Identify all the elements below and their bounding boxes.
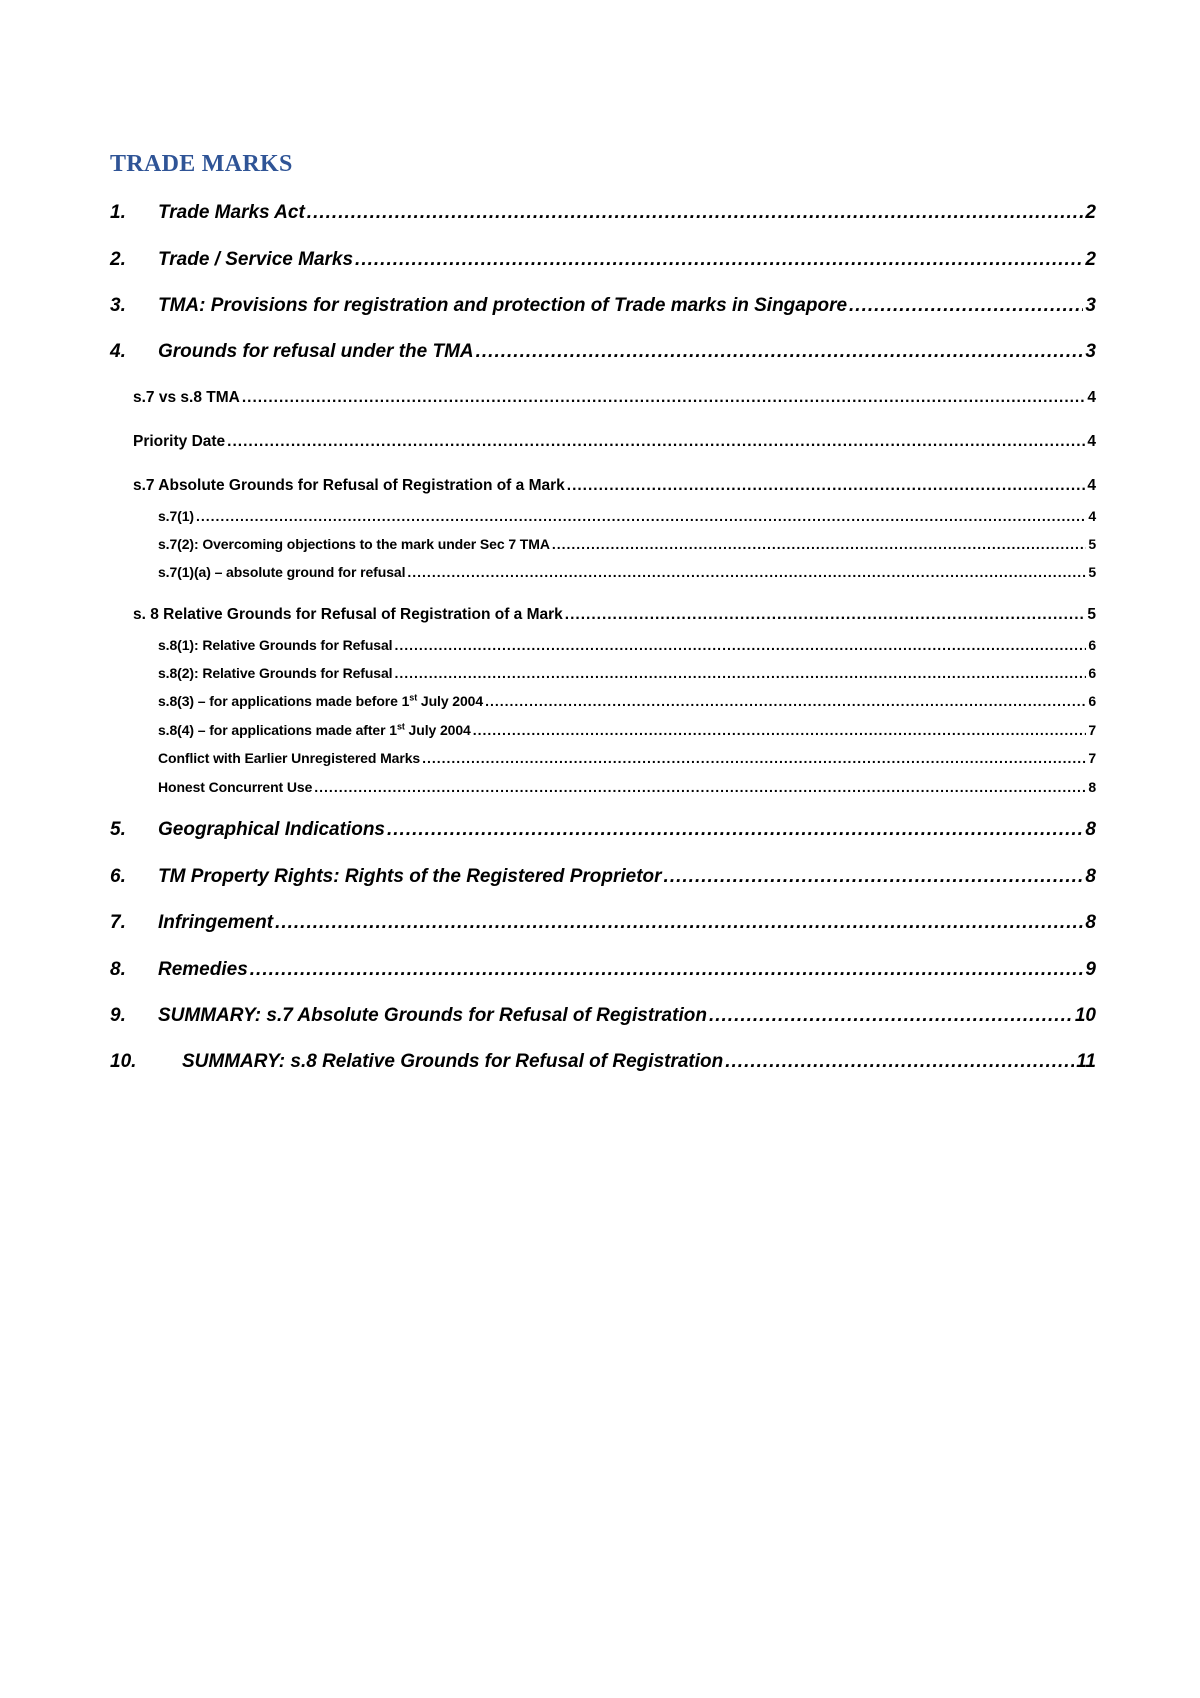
dot-leader (242, 389, 1086, 407)
ordinal-suffix: st (409, 692, 418, 703)
dot-leader (387, 819, 1083, 841)
toc-entry-text (158, 693, 483, 709)
toc-entry-s7-1[interactable] (158, 508, 1096, 524)
toc-page-number: 6 (1088, 637, 1096, 653)
toc-entry-number: 3. (110, 295, 126, 316)
dot-leader (565, 606, 1086, 624)
toc-entry-3[interactable] (110, 295, 1096, 317)
toc-page-number: 8 (1085, 912, 1096, 933)
toc-entry-number: 5. (110, 819, 126, 840)
dot-leader (485, 693, 1086, 709)
toc-page-number: 9 (1085, 959, 1096, 980)
toc-entry-7[interactable] (110, 912, 1096, 934)
toc-entry-number: 8. (110, 959, 126, 980)
dot-leader (407, 564, 1086, 580)
dot-leader (725, 1051, 1074, 1073)
toc-entry-honest-concurrent-use[interactable] (158, 779, 1096, 795)
toc-entry-1[interactable] (110, 202, 1096, 224)
toc-entry-text: SUMMARY: s.8 Relative Grounds for Refusal of Registration (182, 1051, 724, 1072)
ordinal-suffix: st (396, 721, 405, 732)
toc-entry-unregistered-marks[interactable] (158, 750, 1096, 766)
toc-page-number: 5 (1087, 606, 1096, 623)
toc-entry-s8-relative-grounds[interactable] (133, 606, 1096, 624)
toc-page-number: 4 (1088, 508, 1096, 524)
toc-entry-6[interactable] (110, 866, 1096, 888)
toc-entry-text: s.8(1): Relative Grounds for Refusal (158, 637, 393, 653)
toc-entry-s7-1-a[interactable] (158, 564, 1096, 580)
toc-entry-number: 9. (110, 1005, 126, 1026)
dot-leader (394, 637, 1086, 653)
toc-entry-text: s.7(2): Overcoming objections to the mark under Sec 7 TMA (158, 536, 550, 552)
toc-entry-text (158, 722, 471, 738)
toc-page-number: 5 (1088, 564, 1096, 580)
toc-entry-text: Infringement (158, 912, 274, 933)
toc-entry-text: Trade / Service Marks (158, 249, 354, 270)
toc-entry-number: 6. (110, 866, 126, 887)
dot-leader (476, 341, 1084, 363)
toc-entry-s7-absolute-grounds[interactable] (133, 477, 1096, 495)
toc-page-number: 3 (1085, 341, 1096, 362)
dot-leader (567, 477, 1086, 495)
toc-entry-2[interactable] (110, 249, 1096, 271)
toc-entry-number: 4. (110, 341, 126, 362)
toc-entry-number: 7. (110, 912, 126, 933)
toc-page-number: 7 (1088, 722, 1096, 738)
toc-entry-text: Honest Concurrent Use (158, 779, 313, 795)
toc-page-number: 11 (1076, 1051, 1096, 1072)
dot-leader (227, 433, 1085, 451)
toc-entry-text: s.7(1)(a) – absolute ground for refusal (158, 564, 406, 580)
toc-page-number: 10 (1074, 1005, 1096, 1026)
toc-page-number: 2 (1085, 202, 1096, 223)
dot-leader (355, 249, 1083, 271)
toc-entry-priority-date[interactable] (133, 433, 1096, 451)
toc-page-number: 4 (1087, 389, 1096, 406)
toc-entry-text: Geographical Indications (158, 819, 385, 840)
dot-leader (422, 750, 1086, 766)
dot-leader (394, 665, 1086, 681)
dot-leader (314, 779, 1086, 795)
toc-page-number: 6 (1088, 693, 1096, 709)
toc-entry-text: TMA: Provisions for registration and protection of Trade marks in Singapore (158, 295, 848, 316)
toc-entry-number: 2. (110, 249, 126, 270)
toc-entry-text: SUMMARY: s.7 Absolute Grounds for Refusal of Registration (158, 1005, 707, 1026)
document-title: TRADE MARKS (110, 151, 293, 177)
dot-leader (849, 295, 1083, 317)
dot-leader (250, 959, 1084, 981)
toc-entry-text-start: s.8(4) – for applications made after 1 (158, 722, 397, 738)
toc-page-number: 3 (1085, 295, 1096, 316)
toc-entry-s8-4[interactable] (158, 722, 1096, 738)
toc-entry-text: Remedies (158, 959, 248, 980)
dot-leader (275, 912, 1083, 934)
toc-entry-5[interactable] (110, 819, 1096, 841)
toc-page-number: 4 (1087, 433, 1096, 450)
toc-page-number: 4 (1087, 477, 1096, 494)
toc-entry-text: Priority Date (133, 433, 226, 450)
toc-entry-4[interactable] (110, 341, 1096, 363)
toc-entry-text: s.7 Absolute Grounds for Refusal of Registration of a Mark (133, 477, 565, 494)
toc-page-number: 5 (1088, 536, 1096, 552)
toc-entry-s8-3[interactable] (158, 693, 1096, 709)
toc-entry-text: Trade Marks Act (158, 202, 305, 223)
toc-entry-text-end: July 2004 (404, 722, 471, 738)
toc-entry-text: Grounds for refusal under the TMA (158, 341, 474, 362)
toc-entry-text: s. 8 Relative Grounds for Refusal of Registration of a Mark (133, 606, 563, 623)
toc-entry-text: TM Property Rights: Rights of the Registered Proprietor (158, 866, 662, 887)
toc-page-number: 7 (1088, 750, 1096, 766)
toc-entry-s8-2[interactable] (158, 665, 1096, 681)
toc-entry-number: 10. (110, 1051, 137, 1072)
toc-page-number: 6 (1088, 665, 1096, 681)
dot-leader (196, 508, 1086, 524)
dot-leader (307, 202, 1084, 224)
toc-page-number: 8 (1085, 819, 1096, 840)
toc-entry-text: s.7 vs s.8 TMA (133, 389, 240, 406)
toc-entry-number: 1. (110, 202, 126, 223)
toc-page-number: 8 (1088, 779, 1096, 795)
toc-page-number: 2 (1085, 249, 1096, 270)
dot-leader (552, 536, 1086, 552)
toc-entry-9[interactable] (110, 1005, 1096, 1027)
toc-entry-8[interactable] (110, 959, 1096, 981)
toc-entry-10[interactable] (110, 1051, 1096, 1073)
dot-leader (709, 1005, 1073, 1027)
toc-entry-s7-2[interactable] (158, 536, 1096, 552)
toc-entry-text-start: s.8(3) – for applications made before 1 (158, 693, 410, 709)
toc-entry-text: s.8(2): Relative Grounds for Refusal (158, 665, 393, 681)
toc-entry-text-end: July 2004 (417, 693, 484, 709)
dot-leader (473, 722, 1087, 738)
toc-entry-text: Conflict with Earlier Unregistered Marks (158, 750, 421, 766)
toc-page-number: 8 (1085, 866, 1096, 887)
toc-entry-s7-vs-s8[interactable] (133, 389, 1096, 407)
dot-leader (664, 866, 1084, 888)
toc-entry-text: s.7(1) (158, 508, 194, 524)
toc-entry-s8-1[interactable] (158, 637, 1096, 653)
